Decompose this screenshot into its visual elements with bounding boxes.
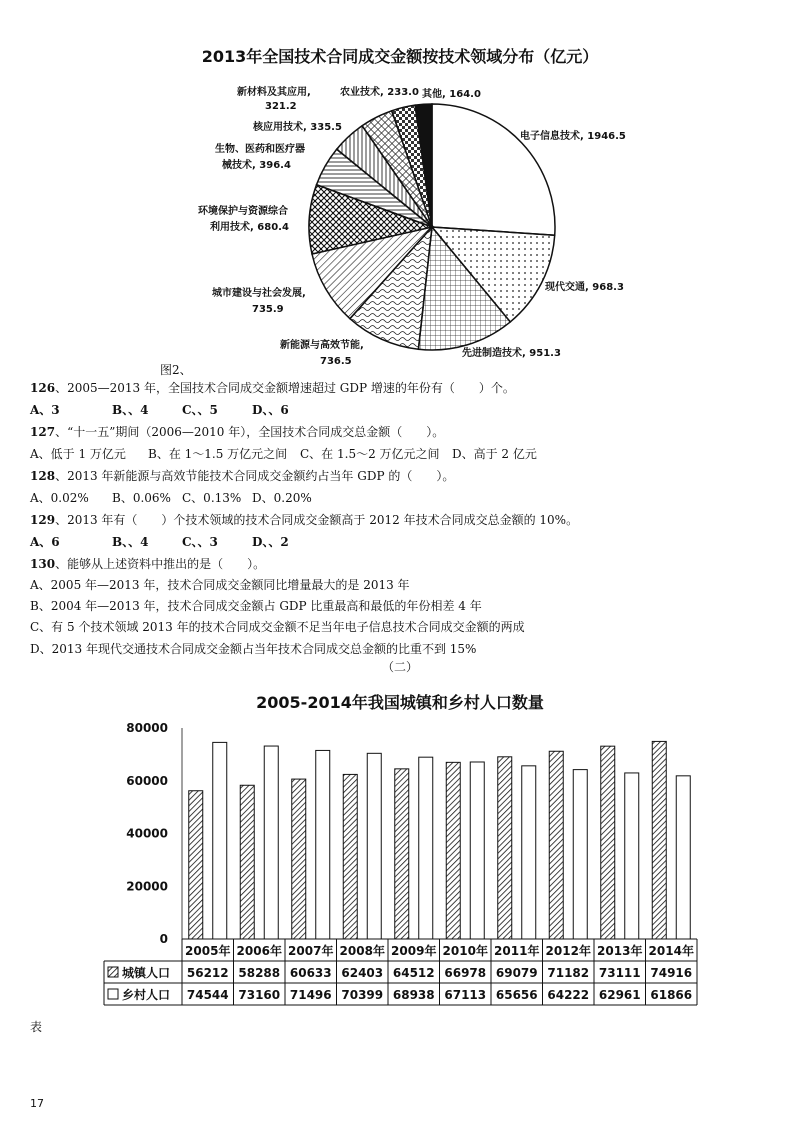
table-caption: 表 bbox=[30, 1020, 43, 1034]
bar-rural-7 bbox=[573, 770, 587, 939]
x-category-label: 2010年 bbox=[442, 944, 488, 958]
table-cell: 62961 bbox=[598, 988, 641, 1002]
y-tick-label: 80000 bbox=[126, 721, 168, 735]
x-category-label: 2006年 bbox=[236, 944, 282, 958]
x-category-label: 2011年 bbox=[494, 944, 540, 958]
pie-label-6: 生物、医药和医疗器 bbox=[215, 144, 305, 155]
bar-urban-5 bbox=[446, 762, 460, 939]
table-cell: 61866 bbox=[650, 988, 693, 1002]
table-cell: 74916 bbox=[650, 966, 693, 980]
question-text: 、“十一五”期间（2006—2010 年），全国技术合同成交总金额（ ）。 bbox=[55, 425, 445, 439]
bar-urban-4 bbox=[395, 769, 409, 939]
table-cell: 73111 bbox=[598, 966, 641, 980]
bar-rural-3 bbox=[367, 753, 381, 939]
table-cell: 65656 bbox=[495, 988, 538, 1002]
bar-urban-3 bbox=[343, 774, 357, 939]
option-A[interactable]: A、0.02% bbox=[30, 491, 89, 505]
option-B[interactable]: B、在 1～1.5 万亿元之间 bbox=[148, 447, 288, 461]
table-cell: 73160 bbox=[238, 988, 281, 1002]
y-tick-label: 0 bbox=[159, 932, 168, 946]
option-C[interactable]: C、0.13% bbox=[182, 491, 242, 505]
pie-label-8: 321.2 bbox=[265, 101, 297, 112]
option-C[interactable]: C、有 5 个技术领域 2013 年的技术合同成交金额不足当年电子信息技术合同成交金额的两成 bbox=[30, 620, 525, 634]
legend-swatch bbox=[108, 989, 118, 999]
pie-label-7: 核应用技术, 335.5 bbox=[253, 122, 342, 133]
table-cell: 71496 bbox=[289, 988, 332, 1002]
pie-label-4: 城市建设与社会发展, bbox=[212, 288, 306, 299]
pie-label-3: 新能源与高效节能, bbox=[280, 340, 364, 351]
y-tick-label: 60000 bbox=[126, 773, 168, 788]
pie-label-5: 利用技术, 680.4 bbox=[210, 222, 289, 233]
bar-urban-8 bbox=[601, 746, 615, 939]
option-A[interactable]: A、2005 年—2013 年，技术合同成交金额同比增量最大的是 2013 年 bbox=[30, 578, 410, 592]
option-B[interactable]: B、、4 bbox=[112, 535, 149, 549]
question-129 bbox=[30, 513, 578, 527]
bar-rural-4 bbox=[419, 757, 433, 939]
table-cell: 64512 bbox=[392, 966, 435, 980]
question-number: 127 bbox=[30, 425, 56, 439]
option-A[interactable]: A、低于 1 万亿元 bbox=[30, 447, 126, 461]
bar-urban-7 bbox=[549, 751, 563, 939]
pie-label-4: 735.9 bbox=[252, 304, 284, 315]
option-A[interactable]: A、3 bbox=[30, 403, 60, 417]
option-D[interactable]: D、、2 bbox=[252, 535, 289, 549]
x-category-label: 2012年 bbox=[545, 944, 591, 958]
x-category-label: 2005年 bbox=[185, 944, 231, 958]
bar-chart bbox=[0, 700, 800, 1020]
question-number: 129 bbox=[30, 513, 56, 527]
table-cell: 66978 bbox=[444, 966, 487, 980]
bar-rural-9 bbox=[676, 776, 690, 939]
x-category-label: 2014年 bbox=[648, 944, 694, 958]
bar-rural-8 bbox=[625, 773, 639, 939]
bar-chart-title: 2005-2014年我国城镇和乡村人口数量 bbox=[256, 693, 544, 712]
question-text: 、2005—2013 年，全国技术合同成交金额增速超过 GDP 增速的年份有（ ）个。 bbox=[55, 381, 515, 395]
table-cell: 62403 bbox=[341, 966, 384, 980]
option-C[interactable]: C、在 1.5～2 万亿元之间 bbox=[300, 447, 440, 461]
question-130 bbox=[30, 557, 265, 571]
option-B[interactable]: B、、4 bbox=[112, 403, 149, 417]
pie-chart-title: 2013年全国技术合同成交金额按技术领域分布（亿元） bbox=[201, 47, 599, 66]
question-number: 128 bbox=[30, 469, 56, 483]
table-cell: 68938 bbox=[392, 988, 435, 1002]
option-C[interactable]: C、、5 bbox=[182, 403, 218, 417]
pie-slice-0 bbox=[432, 104, 555, 235]
option-A[interactable]: A、6 bbox=[30, 535, 60, 549]
option-B[interactable]: B、2004 年—2013 年，技术合同成交金额占 GDP 比重最高和最低的年份相差 4 年 bbox=[30, 599, 482, 613]
table-cell: 71182 bbox=[547, 966, 590, 980]
pie-label-9: 农业技术, 233.0 bbox=[340, 87, 419, 98]
table-cell: 70399 bbox=[341, 988, 384, 1002]
page-number: 17 bbox=[30, 1097, 44, 1110]
question-text: 、2013 年新能源与高效节能技术合同成交金额约占当年 GDP 的（ ）。 bbox=[55, 469, 455, 483]
question-text: 、能够从上述资料中推出的是（ ）。 bbox=[55, 557, 266, 571]
table-cell: 69079 bbox=[495, 966, 538, 980]
bar-urban-6 bbox=[498, 757, 512, 939]
legend-label: 乡村人口 bbox=[122, 988, 171, 1002]
option-D[interactable]: D、2013 年现代交通技术合同成交金额占当年技术合同成交总金额的比重不到 15% bbox=[30, 642, 477, 656]
bar-rural-6 bbox=[522, 766, 536, 939]
y-tick-label: 40000 bbox=[126, 826, 168, 841]
question-128 bbox=[30, 469, 454, 483]
table-cell: 60633 bbox=[289, 966, 332, 980]
bar-urban-0 bbox=[189, 791, 203, 939]
table-cell: 67113 bbox=[444, 988, 487, 1002]
x-category-label: 2009年 bbox=[391, 944, 437, 958]
x-category-label: 2013年 bbox=[597, 944, 643, 958]
bar-rural-5 bbox=[470, 762, 484, 939]
question-127 bbox=[30, 425, 444, 439]
question-126 bbox=[30, 381, 515, 395]
pie-label-3: 736.5 bbox=[320, 356, 352, 367]
bar-rural-0 bbox=[213, 742, 227, 939]
question-text: 、2013 年有（ ）个技术领域的技术合同成交金额高于 2012 年技术合同成交总金额的 10%。 bbox=[55, 513, 579, 527]
question-number: 126 bbox=[30, 381, 56, 395]
option-C[interactable]: C、、3 bbox=[182, 535, 218, 549]
table-cell: 64222 bbox=[547, 988, 590, 1002]
legend-swatch bbox=[108, 967, 118, 977]
x-category-label: 2007年 bbox=[288, 944, 334, 958]
bar-urban-9 bbox=[652, 741, 666, 939]
option-D[interactable]: D、、6 bbox=[252, 403, 289, 417]
y-tick-label: 20000 bbox=[126, 879, 168, 894]
bar-rural-1 bbox=[264, 746, 278, 939]
table-cell: 56212 bbox=[186, 966, 229, 980]
figure-caption: 图2、 bbox=[160, 363, 192, 377]
pie-label-6: 械技术, 396.4 bbox=[222, 160, 291, 171]
x-category-label: 2008年 bbox=[339, 944, 385, 958]
bar-urban-2 bbox=[292, 779, 306, 939]
pie-chart bbox=[0, 0, 800, 380]
pie-label-5: 环境保护与资源综合 bbox=[198, 206, 288, 217]
pie-label-8: 新材料及其应用, bbox=[237, 87, 311, 98]
option-D[interactable]: D、0.20% bbox=[252, 491, 312, 505]
table-cell: 58288 bbox=[238, 966, 281, 980]
pie-label-1: 现代交通, 968.3 bbox=[545, 282, 624, 293]
pie-label-2: 先进制造技术, 951.3 bbox=[462, 348, 561, 359]
bar-urban-1 bbox=[240, 785, 254, 939]
bar-rural-2 bbox=[316, 750, 330, 939]
legend-label: 城镇人口 bbox=[122, 966, 171, 980]
section-heading: （二） bbox=[381, 660, 418, 674]
pie-label-10: 其他, 164.0 bbox=[422, 89, 481, 100]
table-cell: 74544 bbox=[186, 988, 229, 1002]
option-B[interactable]: B、0.06% bbox=[112, 491, 171, 505]
question-number: 130 bbox=[30, 557, 56, 571]
option-D[interactable]: D、高于 2 亿元 bbox=[452, 447, 537, 461]
pie-label-0: 电子信息技术, 1946.5 bbox=[520, 131, 626, 142]
